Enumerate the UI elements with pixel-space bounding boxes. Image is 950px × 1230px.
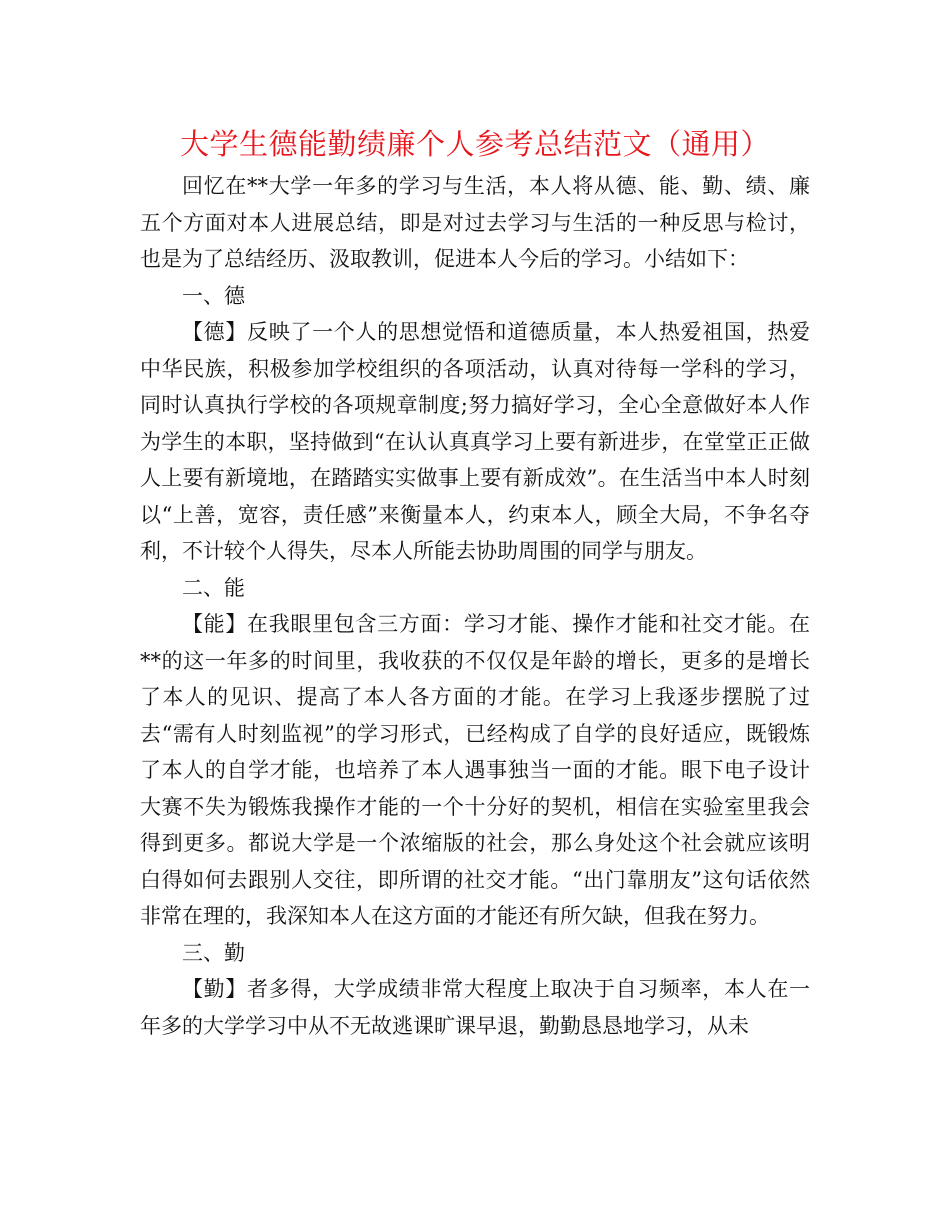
intro-paragraph: 回忆在**大学一年多的学习与生活，本人将从德、能、勤、绩、廉五个方面对本人进展总结，即是对过去学习与生活的一种反思与检讨，也是为了总结经历、汲取教训，促进本人今后的学习。小结如下： (140, 174, 810, 271)
section-heading-qin: 三、勤 (182, 940, 245, 965)
section-heading-neng: 二、能 (182, 575, 245, 600)
neng-paragraph: 【能】在我眼里包含三方面：学习才能、操作才能和社交才能。在**的这一年多的时间里，我收获的不仅仅是年龄的增长，更多的是增长了本人的见识、提高了本人各方面的才能。在学习上我逐步摆脱了过去“需有人时刻监视”的学习形式，已经构成了自学的良好适应，既锻炼了本人的自学才能，也培养了本人遇事独当一面的才能。眼下电子设计大赛不失为锻炼我操作才能的一个十分好的契机，相信在实验室里我会得到更多。都说大学是一个浓缩版的社会，那么身处这个社会就应该明白得如何去跟别人交往，即所谓的社交才能。“出门靠朋友”这句话依然非常在理的，我深知本人在这方面的才能还有所欠缺，但我在努力。 (140, 612, 810, 928)
document-title: 大学生德能勤绩廉个人参考总结范文（通用） (179, 127, 770, 161)
de-paragraph: 【德】反映了一个人的思想觉悟和道德质量，本人热爱祖国，热爱中华民族，积极参加学校组织的各项活动，认真对待每一学科的学习，同时认真执行学校的各项规章制度;努力搞好学习，全心全意做好本人作为学生的本职，坚持做到“在认认真真学习上要有新进步，在堂堂正正做人上要有新境地，在踏踏实实做事上要有新成效”。在生活当中本人时刻以“上善，宽容，责任感”来衡量本人，约束本人，顾全大局，不争名夺利，不计较个人得失，尽本人所能去协助周围的同学与朋友。 (140, 320, 810, 563)
document-body (140, 168, 810, 1044)
qin-paragraph: 【勤】者多得，大学成绩非常大程度上取决于自习频率，本人在一年多的大学学习中从不无故逃课旷课早退，勤勤恳恳地学习，从未 (140, 977, 810, 1038)
section-heading-de: 一、德 (182, 283, 245, 308)
